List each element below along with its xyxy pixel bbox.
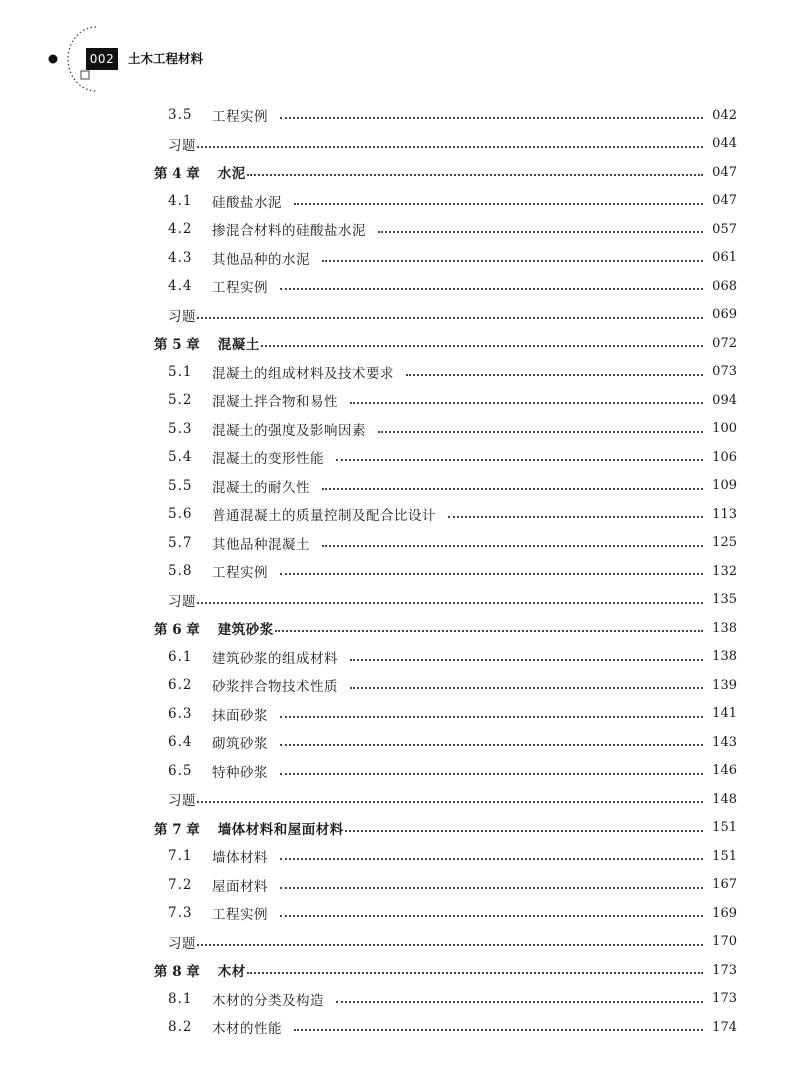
section-number: 6.4 — [168, 734, 193, 750]
section-title: 工程实例 — [212, 280, 268, 296]
dot-leader — [336, 459, 703, 461]
dot-leader — [294, 1029, 703, 1031]
section-title: 特种砂浆 — [212, 764, 268, 781]
toc-exercise-row — [168, 586, 737, 614]
section-number: 5.4 — [168, 449, 193, 465]
page-number: 072 — [712, 335, 737, 351]
dot-leader — [294, 203, 703, 205]
dot-leader — [350, 402, 703, 404]
page-header — [0, 0, 790, 100]
section-number: 3.5 — [168, 107, 193, 123]
toc-chapter-row — [154, 956, 737, 984]
toc-section-row — [168, 757, 737, 785]
section-number: 5.1 — [168, 363, 193, 380]
toc-chapter-row — [154, 329, 737, 357]
page-number: 148 — [712, 791, 737, 807]
page-number: 173 — [712, 962, 737, 978]
section-title: 混凝土拌合物和易性 — [212, 394, 338, 410]
dot-leader — [280, 716, 703, 718]
section-number: 7.3 — [168, 905, 193, 921]
section-title: 木材的分类及构造 — [212, 992, 324, 1009]
exercise-title: 习题 — [168, 308, 196, 325]
dot-leader — [275, 630, 703, 632]
toc-section-row — [168, 700, 737, 728]
dot-leader — [247, 972, 703, 974]
section-number: 6.2 — [168, 677, 193, 693]
page-number-badge: 002 — [86, 48, 118, 70]
toc-chapter-row — [154, 614, 737, 642]
page-number: 094 — [712, 392, 737, 408]
section-title: 其他品种的水泥 — [212, 251, 310, 268]
section-title: 混凝土的组成材料及技术要求 — [212, 365, 394, 382]
section-title: 掺混合材料的硅酸盐水泥 — [212, 223, 366, 239]
chapter-number: 第 4 章 — [154, 166, 200, 182]
section-number: 8.2 — [168, 1019, 193, 1035]
dot-leader — [322, 545, 703, 547]
toc-section-row — [168, 443, 737, 471]
section-title: 建筑砂浆的组成材料 — [212, 650, 338, 667]
page-number: 132 — [712, 563, 737, 579]
page-number: 141 — [712, 706, 737, 721]
toc-section-row — [168, 557, 737, 585]
page-number: 044 — [712, 136, 737, 151]
dot-leader — [350, 687, 703, 689]
section-number: 4.3 — [168, 249, 193, 266]
exercise-title: 习题 — [168, 137, 196, 154]
toc-section-row — [168, 101, 737, 129]
exercise-title: 习题 — [168, 593, 196, 610]
dot-leader — [261, 345, 703, 347]
section-title: 墙体材料 — [212, 850, 268, 866]
chapter-number: 第 7 章 — [154, 821, 200, 838]
section-title: 屋面材料 — [212, 878, 268, 895]
toc-chapter-row — [154, 814, 737, 842]
section-title: 硅酸盐水泥 — [212, 194, 282, 211]
dot-leader — [280, 117, 703, 119]
dot-leader — [336, 1001, 703, 1003]
page-number: 167 — [712, 877, 737, 892]
dot-leader — [280, 887, 703, 889]
toc-section-row — [168, 871, 737, 899]
toc-section-row — [168, 899, 737, 927]
section-title: 普通混凝土的质量控制及配合比设计 — [212, 508, 436, 524]
dot-leader — [280, 744, 703, 746]
dot-leader — [280, 773, 703, 775]
page-number: 151 — [712, 820, 737, 835]
section-title: 工程实例 — [212, 109, 268, 125]
section-title: 混凝土的变形性能 — [212, 451, 324, 467]
page-number: 047 — [712, 193, 737, 208]
toc-section-row — [168, 1013, 737, 1041]
section-title: 工程实例 — [212, 907, 268, 923]
section-number: 7.2 — [168, 876, 193, 893]
dot-leader — [280, 288, 703, 290]
page-number: 143 — [712, 734, 737, 750]
section-number: 5.5 — [168, 477, 193, 494]
page-number: 068 — [712, 278, 737, 294]
page-number: 138 — [712, 649, 737, 664]
section-title: 混凝土的耐久性 — [212, 479, 310, 496]
section-number: 5.3 — [168, 420, 193, 437]
dot-leader — [350, 659, 703, 661]
dot-leader — [197, 944, 703, 946]
dot-leader — [197, 801, 703, 803]
page-number: 057 — [712, 221, 737, 237]
dot-leader — [345, 830, 703, 832]
page-number: 073 — [712, 364, 737, 379]
header-ornament-icon — [0, 0, 140, 100]
toc-section-row — [168, 842, 737, 870]
page-number: 139 — [712, 677, 737, 693]
exercise-title: 习题 — [168, 935, 196, 952]
section-number: 5.7 — [168, 534, 193, 551]
toc-section-row — [168, 415, 737, 443]
page-number: 042 — [712, 107, 737, 123]
toc-section-row — [168, 358, 737, 386]
section-number: 5.2 — [168, 392, 193, 408]
page-number: 047 — [712, 164, 737, 180]
page-number: 173 — [712, 991, 737, 1006]
section-number: 6.5 — [168, 762, 193, 779]
dot-leader — [322, 488, 703, 490]
dot-leader — [197, 317, 703, 319]
toc-exercise-row — [168, 785, 737, 813]
toc-section-row — [168, 244, 737, 272]
chapter-number: 第 5 章 — [154, 337, 200, 353]
page-number: 069 — [712, 307, 737, 322]
toc-section-row — [168, 472, 737, 500]
dot-leader — [197, 146, 703, 148]
section-number: 5.6 — [168, 506, 193, 522]
section-title: 其他品种混凝土 — [212, 536, 310, 553]
chapter-number: 第 6 章 — [154, 622, 200, 638]
dot-leader — [280, 573, 703, 575]
chapter-title: 水泥 — [217, 166, 246, 182]
section-title: 混凝土的强度及影响因素 — [212, 422, 366, 439]
page-number: 146 — [712, 763, 737, 778]
dot-leader — [197, 602, 703, 604]
section-number: 4.2 — [168, 221, 193, 237]
page-number: 113 — [712, 506, 737, 522]
section-title: 工程实例 — [212, 565, 268, 581]
page-number: 135 — [712, 592, 737, 607]
section-title: 砂浆拌合物技术性质 — [212, 679, 338, 695]
dot-leader — [406, 374, 703, 376]
toc-exercise-row — [168, 130, 737, 158]
dot-leader — [247, 174, 703, 176]
toc-chapter-row — [154, 158, 737, 186]
section-number: 6.3 — [168, 705, 193, 722]
toc-exercise-row — [168, 928, 737, 956]
chapter-title: 木材 — [217, 964, 246, 980]
page-number: 061 — [712, 250, 737, 265]
toc-section-row — [168, 386, 737, 414]
chapter-number: 第 8 章 — [154, 964, 200, 980]
section-number: 6.1 — [168, 648, 193, 665]
toc-section-row — [168, 529, 737, 557]
toc-section-row — [168, 985, 737, 1013]
dot-leader — [322, 260, 703, 262]
dot-leader — [378, 431, 703, 433]
page-number: 151 — [712, 848, 737, 864]
page-number: 125 — [712, 535, 737, 550]
section-title: 抹面砂浆 — [212, 707, 268, 724]
page-number: 138 — [712, 620, 737, 636]
section-number: 4.4 — [168, 278, 193, 294]
section-number: 8.1 — [168, 990, 193, 1007]
dot-leader — [448, 516, 703, 518]
section-title: 砌筑砂浆 — [212, 736, 268, 752]
toc-section-row — [168, 500, 737, 528]
dot-leader — [378, 231, 703, 233]
chapter-title: 墙体材料和屋面材料 — [217, 821, 344, 838]
toc-section-row — [168, 671, 737, 699]
dot-leader — [280, 858, 703, 860]
section-number: 5.8 — [168, 563, 193, 579]
dot-leader — [280, 915, 703, 917]
section-number: 4.1 — [168, 192, 193, 209]
chapter-title: 混凝土 — [217, 337, 260, 353]
page-number: 170 — [712, 934, 737, 949]
chapter-title: 建筑砂浆 — [217, 622, 274, 638]
toc-section-row — [168, 643, 737, 671]
section-number: 7.1 — [168, 848, 193, 864]
page-number: 109 — [712, 478, 737, 493]
book-title: 土木工程材料 — [128, 51, 204, 66]
section-title: 木材的性能 — [212, 1021, 282, 1037]
exercise-title: 习题 — [168, 793, 196, 809]
page-number: 100 — [712, 421, 737, 436]
toc-exercise-row — [168, 301, 737, 329]
toc-section-row — [168, 215, 737, 243]
page-number: 174 — [712, 1019, 737, 1035]
toc-section-row — [168, 272, 737, 300]
page-number: 106 — [712, 449, 737, 465]
toc-section-row — [168, 187, 737, 215]
page-number: 169 — [712, 905, 737, 921]
toc-section-row — [168, 728, 737, 756]
